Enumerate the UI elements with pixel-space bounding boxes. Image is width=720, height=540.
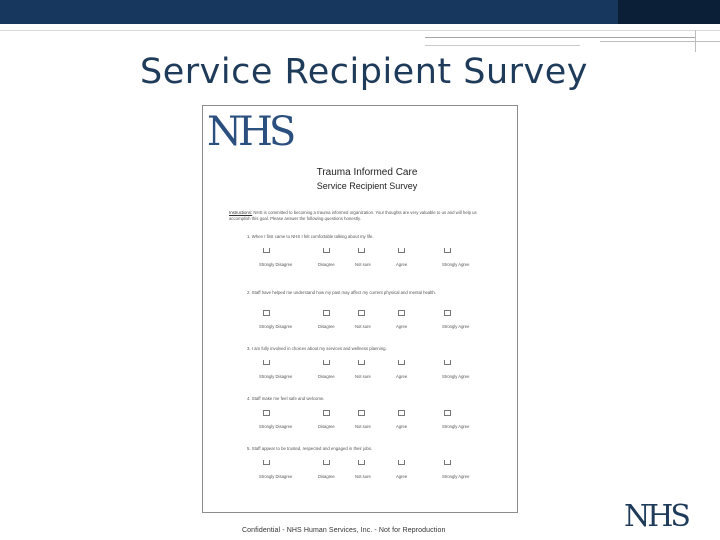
document-subheading: Service Recipient Survey	[316, 181, 418, 191]
question-text: 1. When I first came to NHS I felt comfortable talking about my life.	[247, 234, 374, 239]
answer-scale-labels	[203, 324, 517, 330]
answer-checkbox[interactable]	[444, 310, 451, 316]
answer-checkbox[interactable]	[323, 360, 330, 365]
answer-checkbox[interactable]	[358, 360, 365, 365]
answer-checkbox[interactable]	[398, 310, 405, 316]
answer-checkbox-row	[203, 360, 517, 368]
answer-checkbox[interactable]	[398, 460, 405, 465]
scale-label: Agree	[396, 424, 408, 429]
top-band	[0, 0, 720, 24]
scale-label: Not sure	[355, 424, 371, 429]
scale-label: Agree	[396, 474, 408, 479]
scale-label: Disagree	[318, 324, 335, 329]
survey-document	[202, 105, 518, 513]
answer-checkbox[interactable]	[323, 248, 330, 253]
top-band-accent	[618, 0, 720, 24]
scale-label: Agree	[396, 374, 408, 379]
question-text: 3. I am fully involved in choices about my services and wellness planning.	[247, 346, 387, 351]
scale-label: Strongly Agree	[442, 474, 470, 479]
scale-label: Strongly Disagree	[259, 374, 293, 379]
answer-checkbox[interactable]	[398, 360, 405, 365]
answer-checkbox[interactable]	[358, 410, 365, 416]
nhs-logo: NHS	[624, 499, 688, 534]
scale-label: Strongly Disagree	[259, 424, 293, 429]
answer-scale-labels	[203, 474, 517, 480]
answer-checkbox[interactable]	[263, 248, 270, 253]
answer-checkbox[interactable]	[358, 460, 365, 465]
answer-scale-labels	[203, 374, 517, 380]
scale-label: Not sure	[355, 324, 371, 329]
answer-checkbox[interactable]	[263, 310, 270, 316]
answer-checkbox[interactable]	[323, 460, 330, 465]
footer-confidential: Confidential - NHS Human Services, Inc. - Not for Reproduction	[242, 527, 446, 534]
scale-label: Strongly Agree	[442, 374, 470, 379]
answer-checkbox[interactable]	[358, 248, 365, 253]
question-text: 2. Staff have helped me understand how my past may affect my current physical and mental health.	[247, 290, 437, 295]
question-text: 4. Staff make me feel safe and welcome.	[247, 396, 325, 401]
scale-label: Not sure	[355, 262, 371, 267]
decorative-line	[425, 37, 695, 38]
answer-checkbox[interactable]	[444, 248, 451, 253]
decorative-line	[0, 30, 720, 31]
answer-checkbox[interactable]	[398, 248, 405, 253]
question-text: 5. Staff appear to be trusted, respected and engaged in their jobs.	[247, 446, 373, 451]
answer-checkbox-row	[203, 410, 517, 418]
scale-label: Disagree	[318, 424, 335, 429]
scale-label: Not sure	[355, 474, 371, 479]
answer-checkbox[interactable]	[263, 460, 270, 465]
scale-label: Strongly Disagree	[259, 262, 293, 267]
scale-label: Strongly Agree	[442, 424, 470, 429]
instructions	[229, 210, 497, 222]
scale-label: Disagree	[318, 374, 335, 379]
instructions-text: NHS is committed to becoming a trauma informed organization. Your thoughts are very valuable to us and will help us accomplish this goal. Please answer the following questions honestly.	[229, 210, 477, 221]
scale-label: Agree	[396, 262, 408, 267]
answer-checkbox[interactable]	[263, 360, 270, 365]
answer-checkbox[interactable]	[398, 410, 405, 416]
scale-label: Not sure	[355, 374, 371, 379]
decorative-line	[695, 30, 696, 52]
scale-label: Disagree	[318, 262, 335, 267]
answer-checkbox[interactable]	[263, 410, 270, 416]
document-heading: Trauma Informed Care	[316, 167, 418, 178]
answer-checkbox[interactable]	[323, 310, 330, 316]
answer-checkbox[interactable]	[444, 360, 451, 365]
instructions-label: Instructions:	[229, 210, 253, 215]
answer-scale-labels	[203, 262, 517, 268]
answer-checkbox[interactable]	[323, 410, 330, 416]
answer-checkbox[interactable]	[444, 460, 451, 465]
answer-checkbox-row	[203, 460, 517, 468]
answer-checkbox[interactable]	[444, 410, 451, 416]
scale-label: Agree	[396, 324, 408, 329]
document-nhs-logo: NHS	[207, 109, 293, 155]
scale-label: Strongly Agree	[442, 324, 470, 329]
scale-label: Disagree	[318, 474, 335, 479]
answer-scale-labels	[203, 424, 517, 430]
answer-checkbox-row	[203, 310, 517, 318]
scale-label: Strongly Agree	[442, 262, 470, 267]
scale-label: Strongly Disagree	[259, 324, 293, 329]
answer-checkbox[interactable]	[358, 310, 365, 316]
scale-label: Strongly Disagree	[259, 474, 293, 479]
decorative-line	[425, 45, 580, 46]
answer-checkbox-row	[203, 248, 517, 256]
slide-title: Service Recipient Survey	[140, 52, 588, 92]
decorative-line	[600, 41, 720, 42]
